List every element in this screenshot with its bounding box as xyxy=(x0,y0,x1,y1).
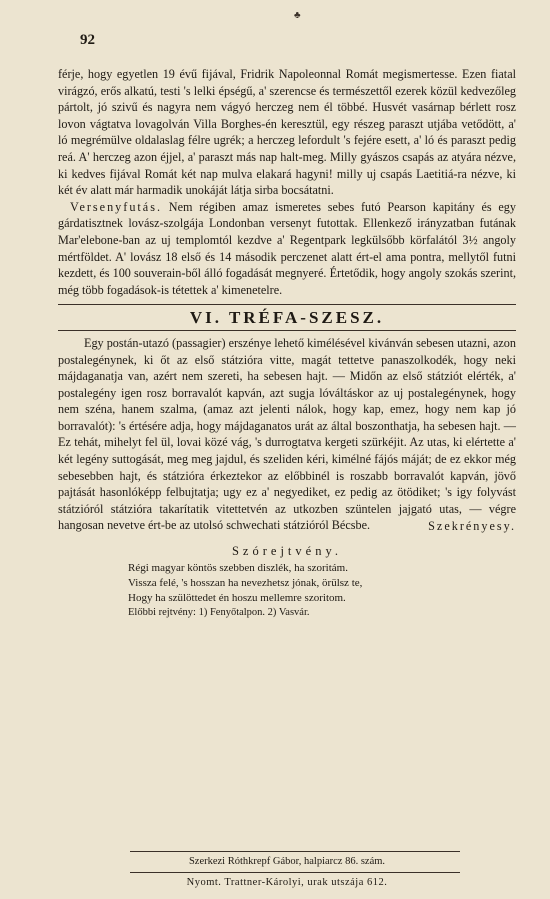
article-paragraph-2 xyxy=(58,199,516,299)
ornament-icon: ♣ xyxy=(294,10,301,21)
section-divider-bottom xyxy=(58,330,516,331)
riddle-lines xyxy=(128,561,516,606)
section-signature: Szekrényesy. xyxy=(428,519,516,534)
article-paragraph-2-text: Nem régiben amaz ismeretes sebes futó Pearson kapitány és egy gárdatisztnek lovász-szolgája Londonban versenyt futottak. Ellenkező irányzatban futának Mar'elebone-ban az uj templomtól kezdve a' Regentpark legkülsőbb körfalától 3½ angoly mértföldet. A' lovász 18 első és 14 második perczenet alatt ért-el ama pontra, mellytől futni kezdett, és 100 souverain-ből álló fogadását megnyeré. Értetődik, hogy angoly szokás szerint, még több fogadások-is tétettek a' kimenetelre. xyxy=(58,199,516,297)
article-lead-word: Versenyfutás. xyxy=(70,199,162,214)
page-number: 92 xyxy=(80,32,95,48)
article-paragraph-1: férje, hogy egyetlen 19 évű fijával, Fridrik Napoleonnal Romát megismertesse. Ezen fiatal virágzó, erős alkatú, testi 's lelki épségű, a' szerencse és természettől ezerek közül kedvezőleg pártolt, jó szivű és nagyra nem vágyó herczeg nem él többé. Husvét vasárnap bérlett rosz lovon vágtatva lovagolván Villa Borghes-én keresztül, egy részeg paraszt utjába vetődött, a' ló megrémülve oldalaslag félre ugrék; a herczeg lefordult 's fejére esett, a' ló és paraszt pedig reá. A' herczeg azon éjjel, a' paraszt más nap halt-meg. Milly gyászos csapás az atyára nézve, ki kedves fijával Romát két nap mulva elakará hagyni! milly uj csapás Laetitiá-ra nézve, ki két év alatt már harmadik unokáját látja sirba bocsátatni. xyxy=(58,67,516,198)
section-title: VI. TRÉFA-SZESZ. xyxy=(189,308,385,328)
footer-editor: Szerkezi Róthkrepf Gábor, halpiarcz 86. szám. xyxy=(188,856,386,867)
riddle-line-3: Hogy ha szülöttedet én hoszu mellemre szoritom. xyxy=(128,592,346,605)
previous-riddle-answer: Előbbi rejtvény: 1) Fenyőtalpon. 2) Vasvár. xyxy=(128,607,310,619)
riddle-line-1: Régi magyar köntös szebben diszlék, ha szoritám. xyxy=(128,562,348,575)
footer-divider-2 xyxy=(130,872,460,873)
section-paragraph: Egy postán-utazó (passagier) erszénye lehető kimélésével kivánván sebesen utazni, azon postalegénynek, ki őt az első státzióra vitte, magát tettetve panaszolkodék, hogy neki májdaganatja van, azért nem szereti, ha sebesen hajt. — Midőn az első státziót elérték, a' postalegény igen rosz borravalót kapván, azt sugja lóváltáskor az uj postalegénynek, hogy nem széna, hanem szalma, (amaz azt jelenti nálok, hogy kap, emez, hogy nem kap jó borravalót): 's értésére adja, hogy májdaganatos urát az által boszonthatja, ha sebesen hajt. — Ez tehát, mihelyt fel ül, lovai közé vág, 's durrogtatva kergeti szürkéjit. Az utas, ki elértette a' két legény suttogását, meg meg jajdul, és szeliden kéri, kimélné fájós máját; de ez ekkor még sebesebben hajt, és státzióra érkeztekor az előbbinél is roszabb borravalót kapván, jövő pajtását hasonlóképp felbujtatja; ugy ez a' negyediket, ez pedig az ötödiket; 's igy folyvást státzióról státzióra takarítatik vitettetvén az utkozben szüntelen jajgató utas, — végre hangosan nevetve ért-be az utolsó schwechati státzióról Bécsbe. xyxy=(58,335,516,533)
footer-divider xyxy=(130,851,460,852)
page-body xyxy=(58,66,516,620)
riddle-line-2: Vissza felé, 's hosszan ha nevezhetsz jónak, örülsz te, xyxy=(128,577,363,590)
riddle-heading: Szórejtvény. xyxy=(231,543,343,558)
section-divider-top xyxy=(58,304,516,305)
footer-printer: Nyomt. Trattner-Károlyi, urak utszája 612. xyxy=(186,877,388,888)
